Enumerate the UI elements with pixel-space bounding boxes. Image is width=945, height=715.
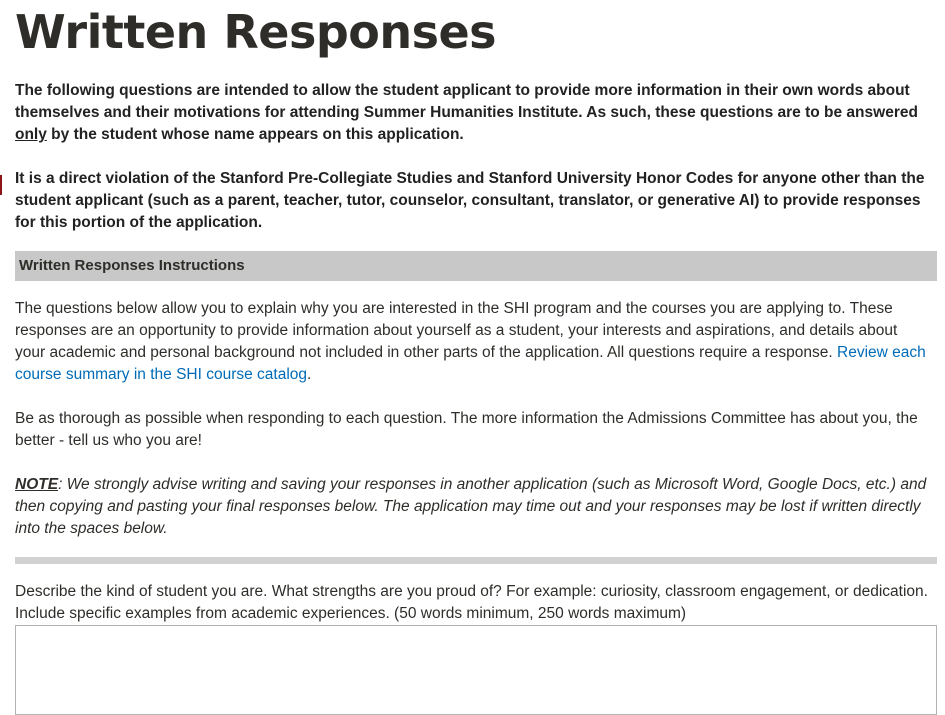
instructions-paragraph: [15, 298, 930, 386]
honor-code-paragraph: It is a direct violation of the Stanford Pre-Collegiate Studies and Stanford University Honor Codes for anyone other than the student applicant (such as a parent, teacher, tutor, counselor, consultant, translator, or generative AI) to provide responses for this portion of the application.: [15, 170, 925, 231]
instructions-text: The questions below allow you to explain why you are interested in the SHI program and the courses you are applying to. These responses are an opportunity to provide information about yourself as a student, your interests and aspirations, and details about your academic and personal background not included in other parts of the application. All questions require a response.: [15, 300, 898, 361]
note-text: : We strongly advise writing and saving your responses in another application (such as Microsoft Word, Google Docs, etc.) and then copying and pasting your final responses below. The application may time out and your responses may be lost if written directly into the spaces below.: [15, 476, 927, 537]
question-1-response-textarea[interactable]: [15, 625, 937, 715]
note-label: NOTE: [15, 476, 59, 493]
thoroughness-paragraph: Be as thorough as possible when responding to each question. The more information the Admissions Committee has about you, the better - tell us who you are!: [15, 410, 918, 449]
instructions-section-header: Written Responses Instructions: [15, 251, 937, 281]
note-paragraph: [15, 474, 930, 540]
intro-text-1: The following questions are intended to allow the student applicant to provide more information in their own words about themselves and their motivations for attending Summer Humanities Institute. As such, these questions are to be answered: [15, 82, 918, 121]
intro-paragraph: [15, 80, 930, 146]
section-divider: [15, 557, 937, 564]
question-1-prompt: Describe the kind of student you are. What strengths are you proud of? For example: curiosity, classroom engagement, or dedication. Include specific examples from academic experiences. (50 words minimum, 250 words maximum): [15, 583, 928, 622]
instructions-period: .: [307, 366, 312, 383]
course-catalog-link[interactable]: Review each course summary in the SHI course catalog: [15, 344, 926, 383]
intro-text-2: by the student whose name appears on this application.: [46, 126, 464, 143]
intro-underlined-only: only: [15, 126, 47, 143]
focus-indicator: [0, 175, 2, 195]
page-title: Written Responses: [15, 5, 497, 59]
